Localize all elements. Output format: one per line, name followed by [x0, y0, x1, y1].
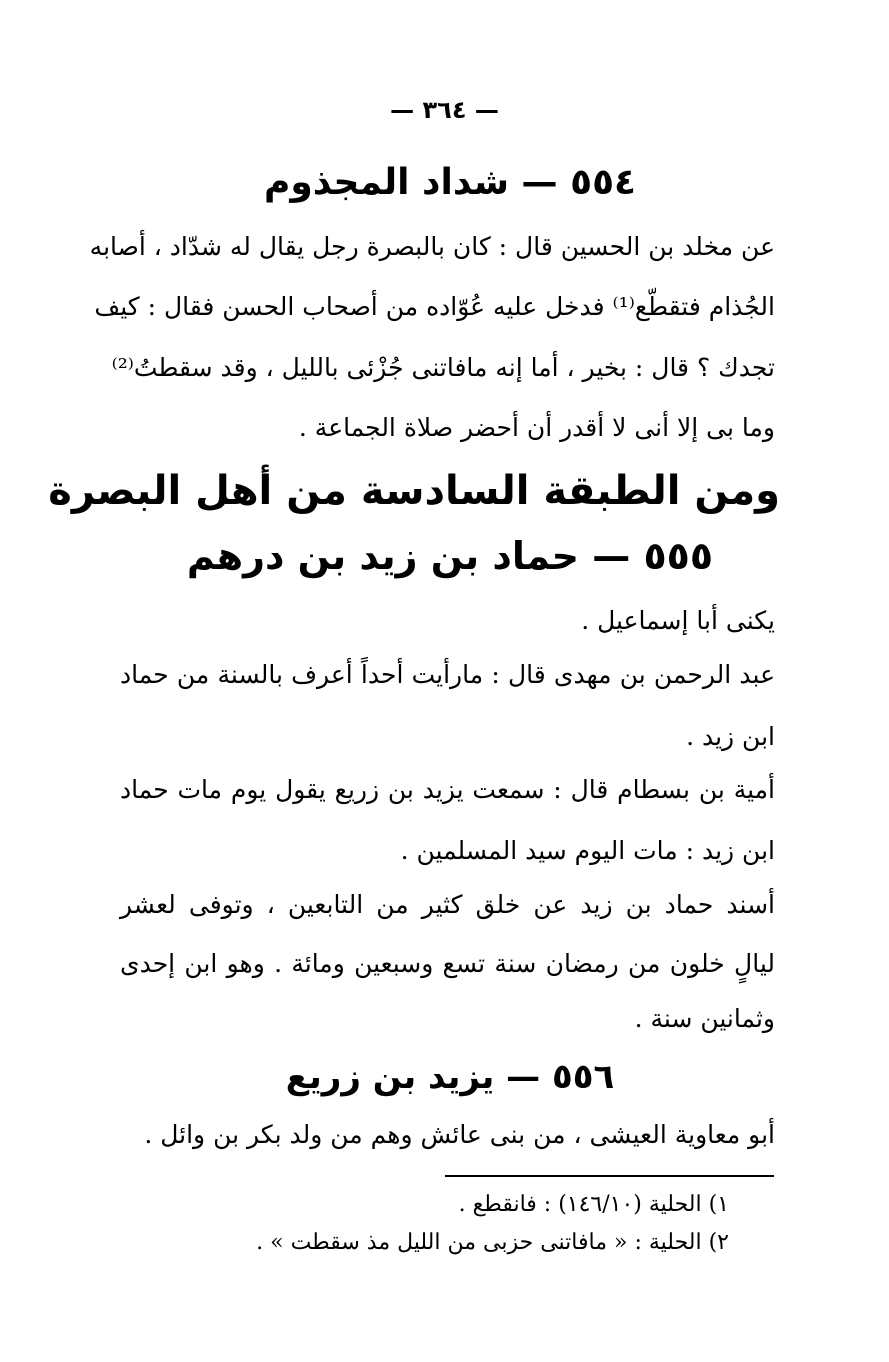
page-number: — ٣٦٤ —	[390, 96, 499, 124]
entry-556-heading: ٥٥٦ — يزيد بن زريع	[285, 1057, 615, 1097]
entry-554-line-2: الجُذام فتقطّع⁽¹⁾ فدخل عليه عُوّاده من أصحاب الحسن فقال : كيف	[94, 292, 775, 321]
footnote-2: ٢) الحلية : « مافاتنى حزبى من الليل مذ سقطت » .	[256, 1230, 729, 1255]
class-heading: ومن الطبقة السادسة من أهل البصرة	[48, 468, 780, 514]
entry-555-line-2: عبد الرحمن بن مهدى قال : مارأيت أحداً أعرف بالسنة من حماد	[120, 660, 775, 689]
entry-555-line-6: أسند حماد بن زيد عن خلق كثير من التابعين ، وتوفى لعشر	[120, 890, 775, 919]
entry-555-line-5: ابن زيد : مات اليوم سيد المسلمين .	[400, 836, 775, 865]
entry-556-line-1: أبو معاوية العيشى ، من بنى عائش وهم من ولد بكر بن وائل .	[144, 1120, 775, 1149]
entry-554-line-3: تجدك ؟ قال : بخير ، أما إنه مافاتنى جُزْئى بالليل ، وقد سقطتُ⁽²⁾	[111, 353, 775, 382]
entry-555-line-7: ليالٍ خلون من رمضان سنة تسع وسبعين ومائة . وهو ابن إحدى	[120, 949, 775, 978]
footnote-divider	[445, 1175, 774, 1177]
entry-555-heading: ٥٥٥ — حماد بن زيد بن درهم	[186, 534, 714, 578]
footnote-1: ١) الحلية (١٤٦/١٠) : فانقطع .	[458, 1192, 729, 1217]
entry-555-line-1: يكنى أبا إسماعيل .	[581, 606, 775, 635]
entry-554-line-1: عن مخلد بن الحسين قال : كان بالبصرة رجل يقال له شدّاد ، أصابه	[89, 232, 775, 261]
entry-554-line-4: وما بى إلا أنى لا أقدر أن أحضر صلاة الجماعة .	[298, 413, 775, 442]
entry-555-line-4: أمية بن بسطام قال : سمعت يزيد بن زريع يقول يوم مات حماد	[120, 775, 775, 804]
entry-554-heading: ٥٥٤ — شداد المجذوم	[263, 162, 637, 203]
entry-555-line-8: وثمانين سنة .	[634, 1004, 775, 1033]
entry-555-line-3: ابن زيد .	[686, 722, 775, 751]
